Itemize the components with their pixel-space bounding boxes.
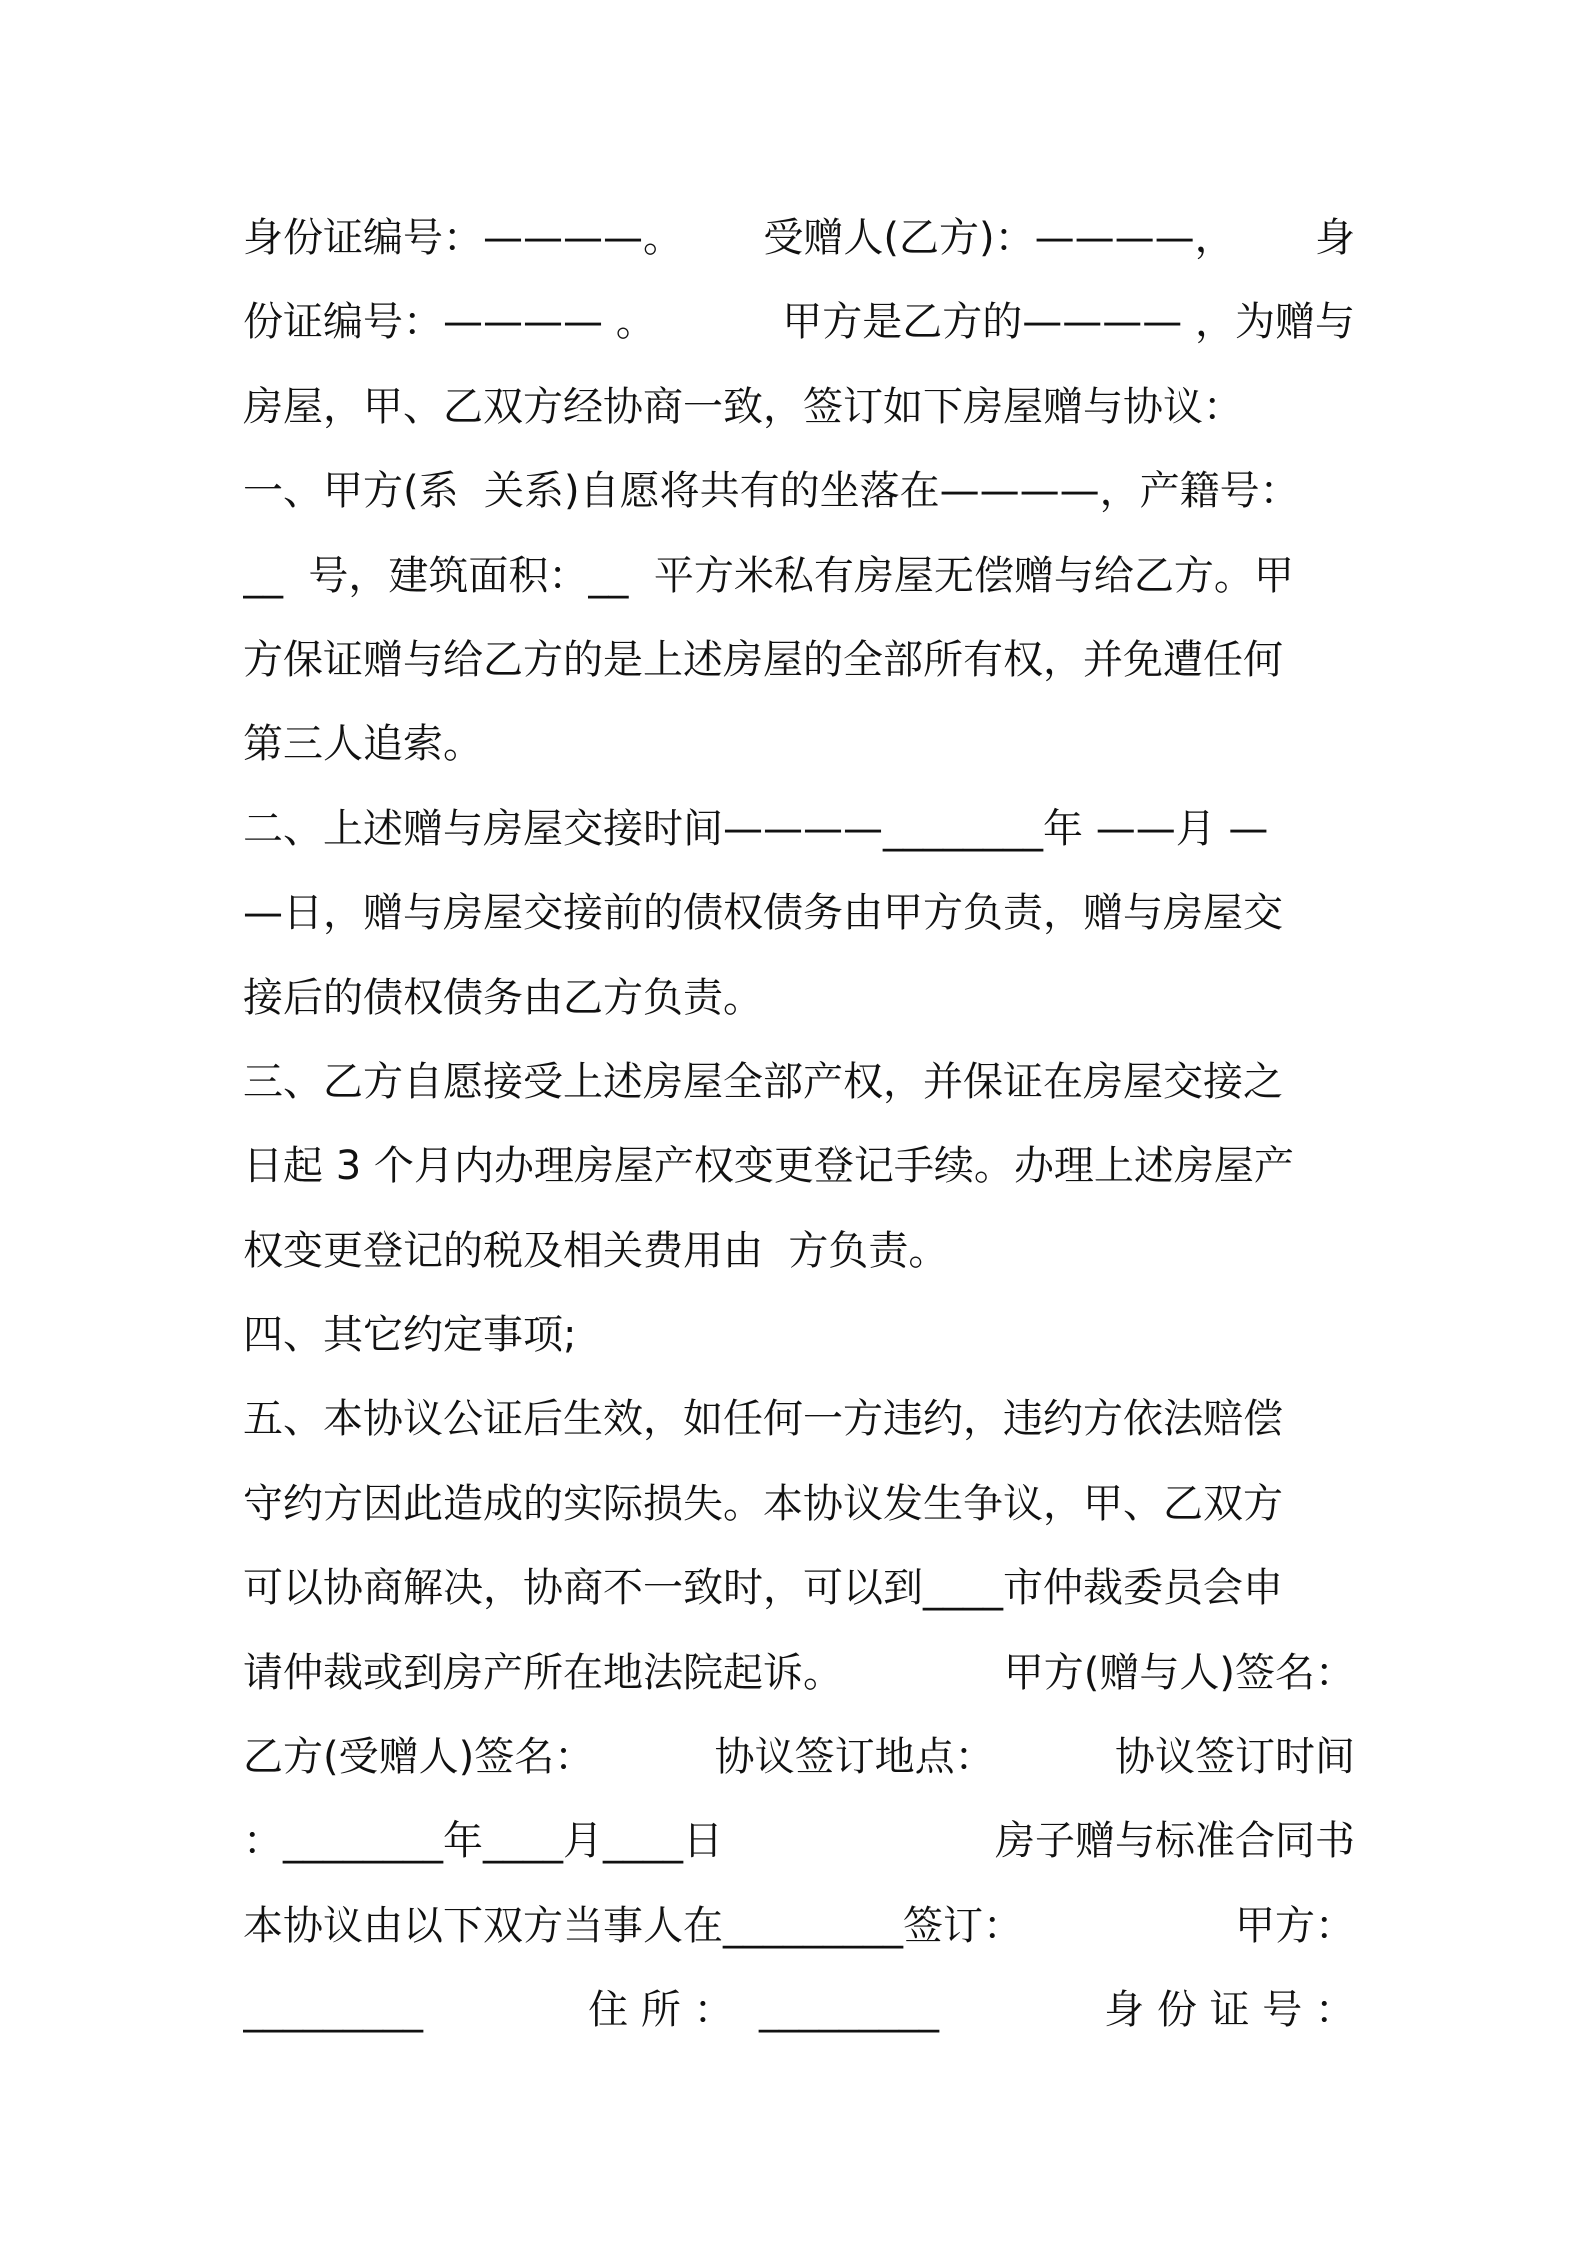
- clause-3-line: 日起 3 个月内办理房屋产权变更登记手续。办理上述房屋产: [243, 1143, 1294, 1190]
- sign-location-label: 协议签订地点：: [714, 1734, 995, 1781]
- clause-5-line: 五、本协议公证后生效，如任何一方违约，违约方依法赔偿: [243, 1396, 1283, 1443]
- party-a-info-line: [243, 1968, 1355, 2052]
- address-field: 住 所 ： _________: [588, 1987, 939, 2034]
- party-a-label: 甲方：: [1235, 1902, 1355, 1949]
- text-line-3: 房屋，甲、乙双方经协商一致，签订如下房屋赠与协议：: [243, 383, 1243, 430]
- id-number-label: 身 份 证 号 ：: [1104, 1987, 1355, 2034]
- clause-5-line: 守约方因此造成的实际损失。本协议发生争议，甲、乙双方: [243, 1480, 1283, 1527]
- clause-5-line: 可以协商解决，协商不一致时，可以到____市仲裁委员会申: [243, 1565, 1283, 1612]
- party-a-signature-label: 甲方(赠与人)签名：: [1003, 1649, 1355, 1696]
- date-line: [243, 1799, 1355, 1883]
- clause-1-line: 一、甲方(系 关系)自愿将共有的坐落在————，产籍号：: [243, 468, 1300, 515]
- clause-3-line: 三、乙方自愿接受上述房屋全部产权，并保证在房屋交接之: [243, 1058, 1283, 1105]
- text-seg: 身: [1315, 215, 1355, 261]
- sign-time-label: 协议签订时间: [1115, 1734, 1355, 1781]
- text-seg: 本协议由以下双方当事人在_________签订：: [243, 1902, 1023, 1949]
- text-seg: 身份证编号：————。: [243, 215, 683, 261]
- text-line-2: [243, 280, 1355, 364]
- sign-date-blank: ：________年____月____日: [243, 1818, 723, 1865]
- text-seg: 请仲裁或到房产所在地法院起诉。: [243, 1649, 843, 1696]
- clause-3-line: 权变更登记的税及相关费用由 方负责。: [243, 1227, 949, 1274]
- clause-2-line: —日，赠与房屋交接前的债权债务由甲方负责，赠与房屋交: [243, 890, 1283, 937]
- party-a-name-blank: _________: [243, 1987, 423, 2034]
- clause-1-line: 方保证赠与给乙方的是上述房屋的全部所有权，并免遭任何: [243, 636, 1283, 683]
- text-seg: 受赠人(乙方)：————，: [763, 215, 1235, 261]
- contract-title: 房子赠与标准合同书: [995, 1818, 1355, 1865]
- party-b-signature-label: 乙方(受赠人)签名：: [243, 1734, 595, 1781]
- signature-line-2: [243, 1715, 1355, 1799]
- clause-2-line: 接后的债权债务由乙方负责。: [243, 974, 763, 1021]
- signature-line-1: [243, 1631, 1355, 1715]
- document-body: [243, 196, 1355, 2053]
- clause-2-line: 二、上述赠与房屋交接时间————________年 ——月 —: [243, 805, 1269, 852]
- clause-1-line: __ 号，建筑面积：__ 平方米私有房屋无偿赠与给乙方。甲: [243, 552, 1294, 599]
- clause-1-line: 第三人追索。: [243, 721, 483, 768]
- clause-4-line: 四、其它约定事项;: [243, 1312, 577, 1359]
- text-seg: 份证编号：———— 。: [243, 299, 656, 346]
- contract-intro-line: [243, 1884, 1355, 1968]
- text-line-1: [243, 196, 1355, 280]
- text-seg: 甲方是乙方的———— ，为赠与: [782, 299, 1355, 346]
